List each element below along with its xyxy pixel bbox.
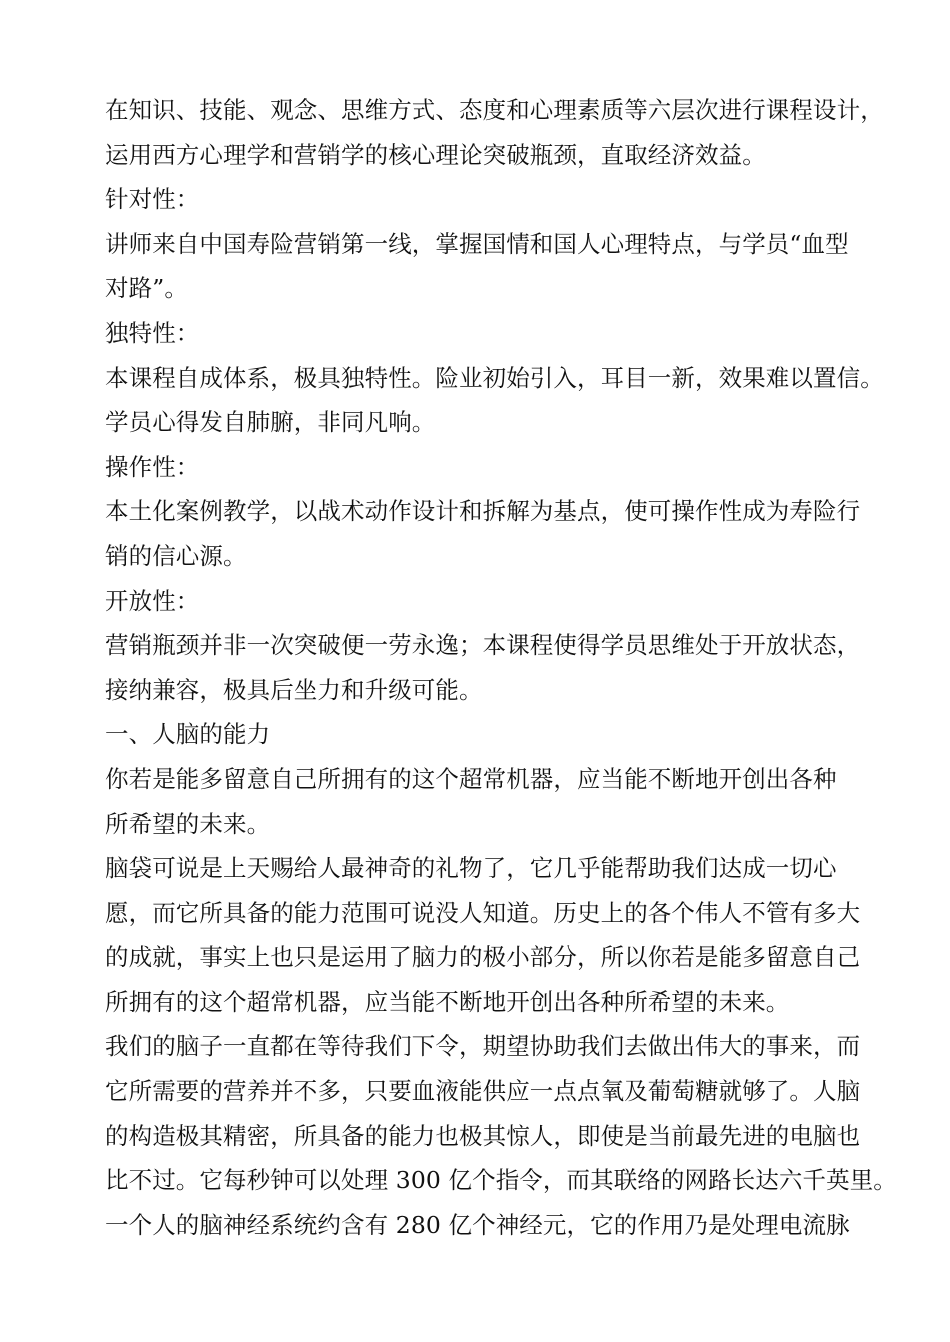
text-line: 学员心得发自肺腑，非同凡响。	[105, 408, 436, 437]
section-heading-openness: 开放性：	[105, 586, 200, 615]
text-line: 本土化案例教学，以战术动作设计和拆解为基点，使可操作性成为寿险行	[105, 497, 861, 526]
text-line: 在知识、技能、观念、思维方式、态度和心理素质等六层次进行课程设计，	[105, 96, 884, 124]
text-line: 营销瓶颈并非一次突破便一劳永逸；本课程使得学员思维处于开放状态，	[105, 631, 861, 660]
chapter-heading-brain-ability: 一、人脑的能力	[105, 720, 271, 749]
text-line: 它所需要的营养并不多，只要血液能供应一点点氧及葡萄糖就够了。人脑	[105, 1077, 861, 1106]
text-line: 愿，而它所具备的能力范围可说没人知道。历史上的各个伟人不管有多大	[105, 898, 861, 927]
section-heading-uniqueness: 独特性：	[105, 318, 200, 347]
text-line: 一个人的脑神经系统约含有 280 亿个神经元，它的作用乃是处理电流脉	[105, 1210, 850, 1239]
text-line: 比不过。它每秒钟可以处理 300 亿个指令，而其联络的网路长达六千英里。	[105, 1166, 897, 1195]
text-line: 的构造极其精密，所具备的能力也极其惊人，即使是当前最先进的电脑也	[105, 1121, 861, 1150]
text-line: 脑袋可说是上天赐给人最神奇的礼物了，它几乎能帮助我们达成一切心	[105, 854, 837, 883]
text-line: 运用西方心理学和营销学的核心理论突破瓶颈，直取经济效益。	[105, 140, 766, 169]
section-heading-relevance: 针对性：	[105, 185, 200, 214]
text-line: 我们的脑子一直都在等待我们下令，期望协助我们去做出伟大的事来，而	[105, 1032, 861, 1061]
text-line: 本课程自成体系，极具独特性。险业初始引入，耳目一新，效果难以置信。	[105, 363, 884, 392]
text-line: 讲师来自中国寿险营销第一线，掌握国情和国人心理特点，与学员“血型	[105, 229, 849, 258]
text-line: 所拥有的这个超常机器，应当能不断地开创出各种所希望的未来。	[105, 987, 790, 1016]
text-line: 你若是能多留意自己所拥有的这个超常机器，应当能不断地开创出各种	[105, 764, 837, 793]
text-line: 接纳兼容，极具后坐力和升级可能。	[105, 675, 483, 704]
text-line: 的成就，事实上也只是运用了脑力的极小部分，所以你若是能多留意自己	[105, 943, 861, 972]
section-heading-operability: 操作性：	[105, 452, 200, 481]
text-line: 销的信心源。	[105, 541, 247, 570]
text-line: 对路”。	[105, 274, 188, 303]
document-body	[105, 88, 897, 1247]
text-line: 所希望的未来。	[105, 809, 271, 838]
